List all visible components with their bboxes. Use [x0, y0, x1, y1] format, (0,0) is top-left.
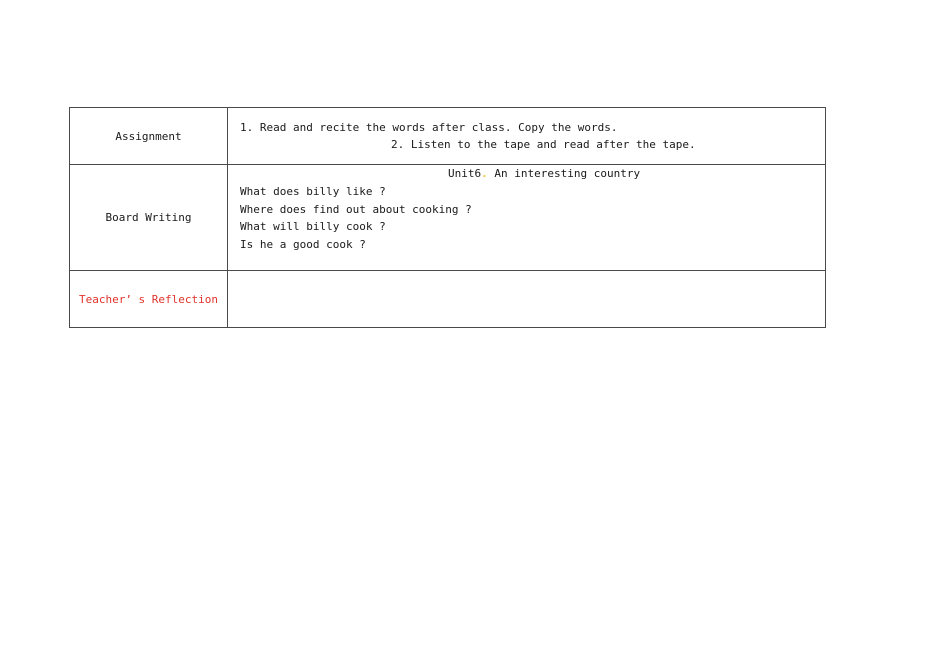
board-writing-title — [448, 167, 640, 181]
assignment-content — [228, 108, 825, 164]
board-writing-content — [228, 165, 825, 270]
assignment-item-2: 2. Listen to the tape and read after the tape. — [391, 138, 696, 151]
lesson-plan-table — [69, 107, 826, 328]
board-writing-title-separator: . — [481, 167, 488, 180]
board-writing-line-2: Where does find out about cooking ? — [240, 203, 472, 216]
board-writing-row — [70, 165, 825, 271]
board-writing-line-1: What does billy like ? — [240, 185, 386, 198]
reflection-label: Teacher’ s Reflection — [70, 271, 228, 327]
assignment-label: Assignment — [70, 108, 228, 164]
assignment-item-1: 1. Read and recite the words after class. Copy the words. — [240, 121, 618, 134]
board-writing-line-3: What will billy cook ? — [240, 220, 386, 233]
board-writing-title-text: An interesting country — [494, 167, 641, 180]
board-writing-label: Board Writing — [70, 165, 228, 270]
reflection-row — [70, 271, 825, 327]
board-writing-line-4: Is he a good cook ? — [240, 238, 366, 251]
assignment-row — [70, 108, 825, 165]
reflection-content — [228, 271, 825, 327]
board-writing-title-unit: Unit6 — [448, 167, 482, 180]
